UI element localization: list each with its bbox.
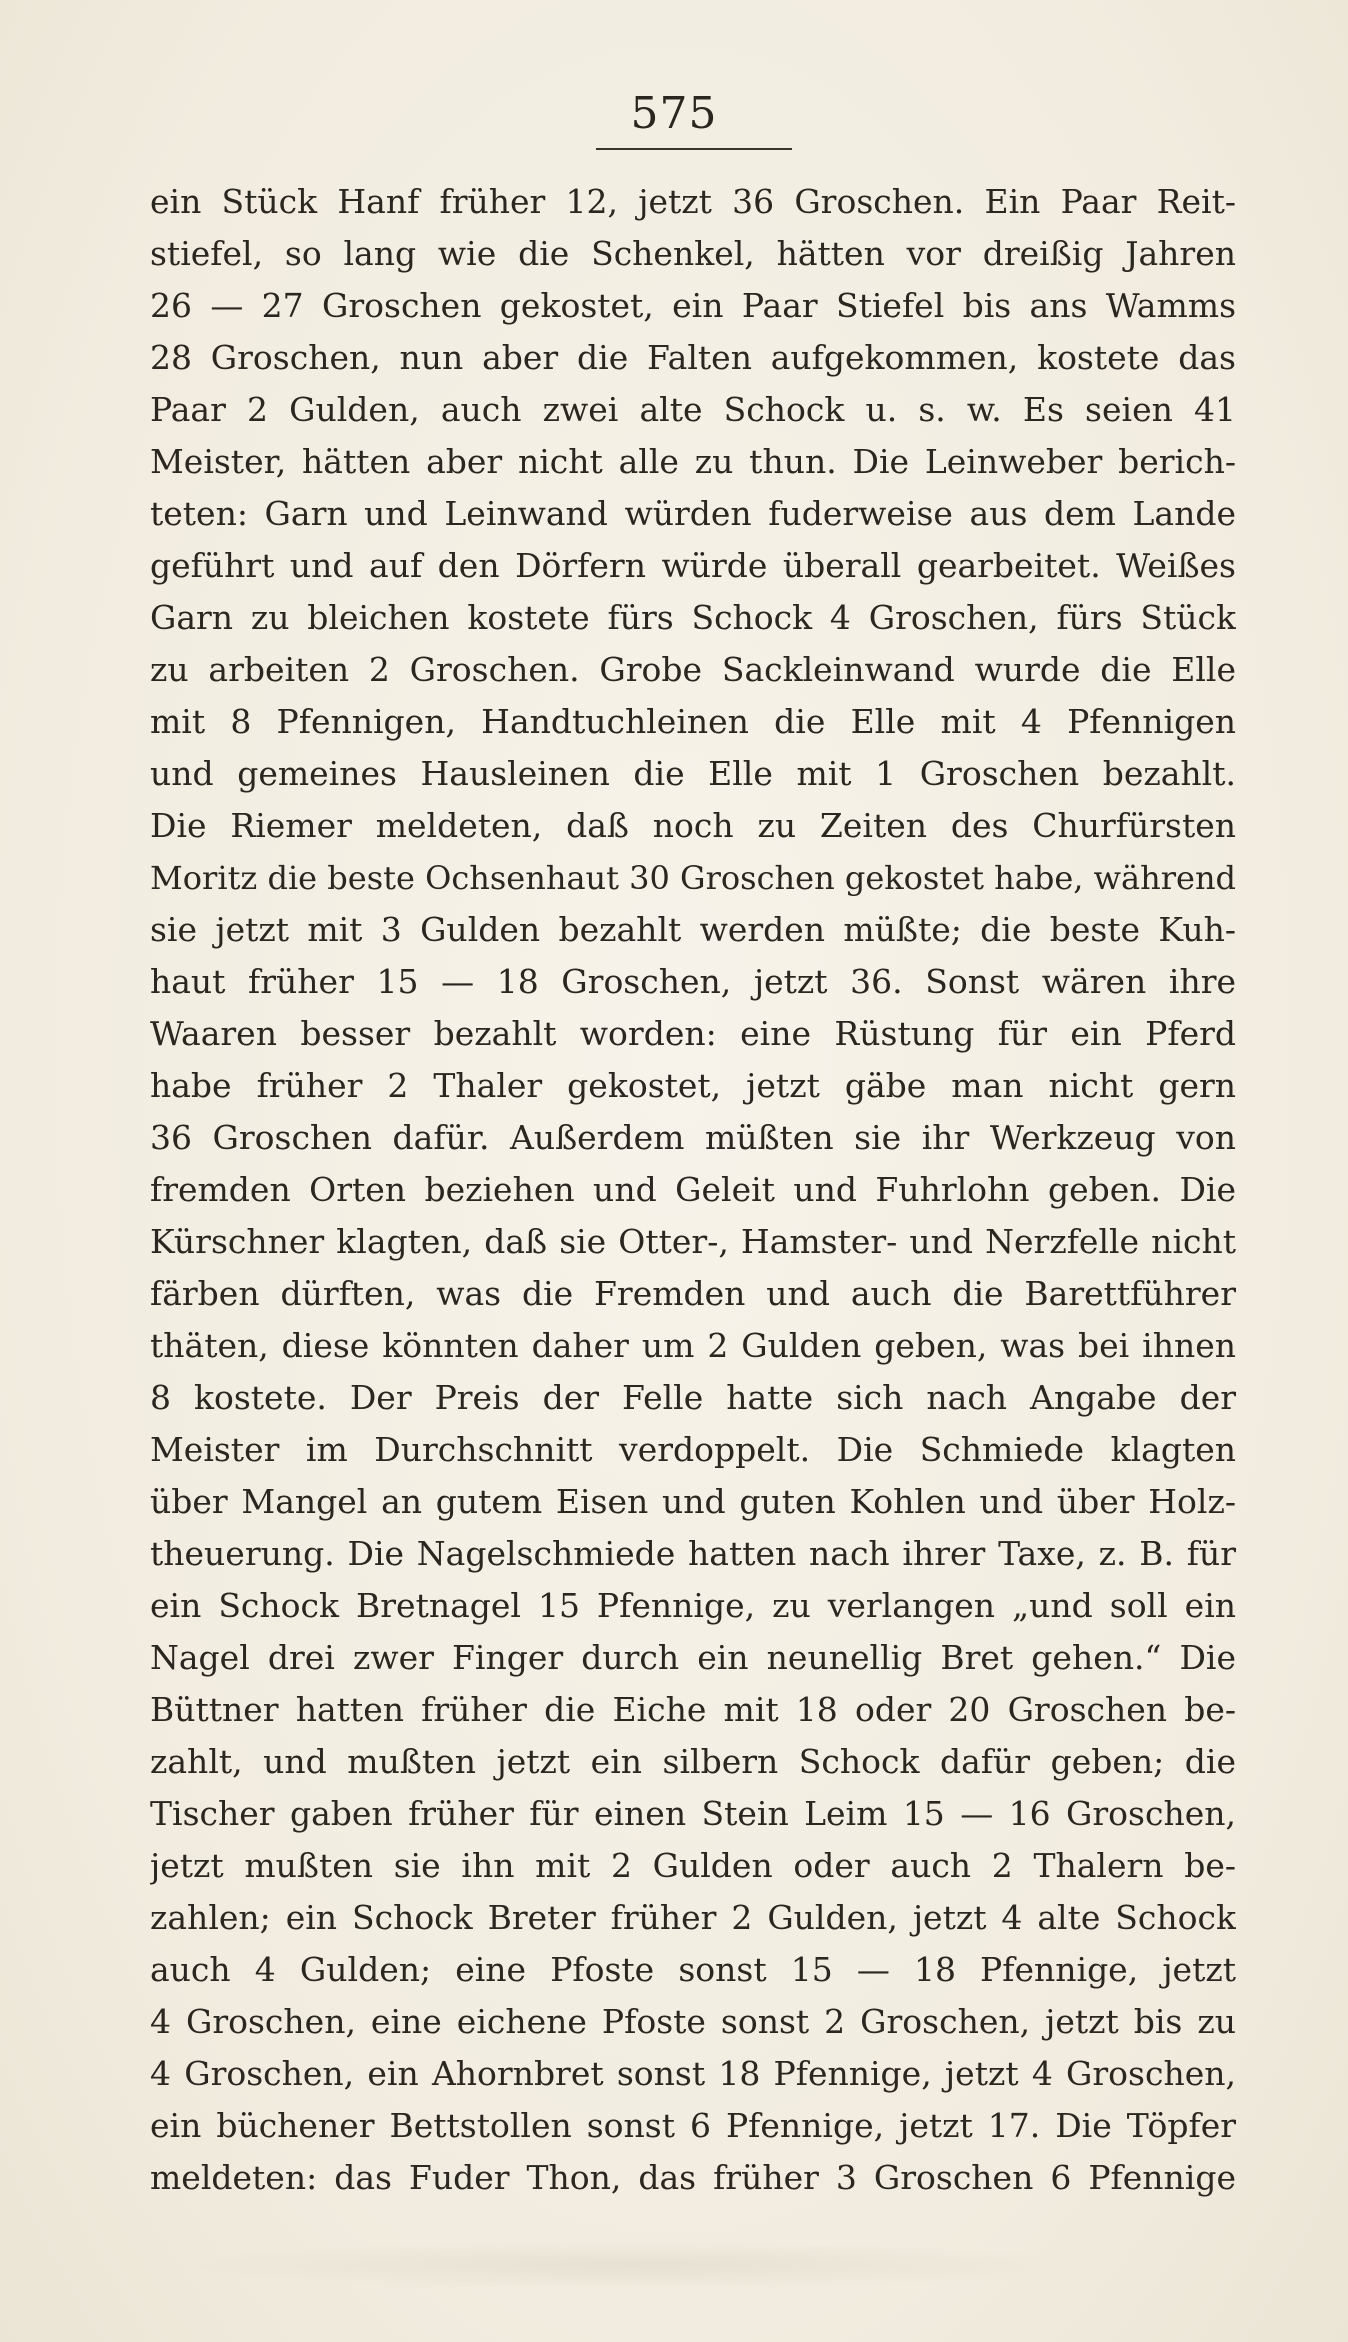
text-line: 4 Groschen, ein Ahornbret sonst 18 Pfennige, jetzt 4 Groschen, (150, 2054, 1236, 2093)
text-line: und gemeines Hausleinen die Elle mit 1 Groschen bezahlt. (150, 754, 1236, 793)
bleed-through-smudge (180, 2240, 1080, 2290)
body-text (150, 176, 1236, 2204)
text-line: jetzt mußten sie ihn mit 2 Gulden oder auch 2 Thalern be- (150, 1846, 1236, 1885)
text-line: zahlen; ein Schock Breter früher 2 Gulden, jetzt 4 alte Schock (150, 1898, 1236, 1937)
text-line: Nagel drei zwer Finger durch ein neunellig Bret gehen.“ Die (150, 1638, 1236, 1677)
text-line: sie jetzt mit 3 Gulden bezahlt werden müßte; die beste Kuh- (150, 910, 1236, 949)
text-line: zu arbeiten 2 Groschen. Grobe Sackleinwand wurde die Elle (150, 650, 1236, 689)
text-line: habe früher 2 Thaler gekostet, jetzt gäbe man nicht gern (150, 1066, 1236, 1105)
text-line: auch 4 Gulden; eine Pfoste sonst 15 — 18 Pfennige, jetzt (150, 1950, 1236, 1989)
text-line: geführt und auf den Dörfern würde überall gearbeitet. Weißes (150, 546, 1236, 585)
text-line: mit 8 Pfennigen, Handtuchleinen die Elle mit 4 Pfennigen (150, 702, 1236, 741)
text-line: 8 kostete. Der Preis der Felle hatte sich nach Angabe der (150, 1378, 1236, 1417)
text-line: Meister im Durchschnitt verdoppelt. Die Schmiede klagten (150, 1430, 1236, 1469)
text-line: Kürschner klagten, daß sie Otter-, Hamster- und Nerzfelle nicht (150, 1222, 1236, 1261)
text-line: 28 Groschen, nun aber die Falten aufgekommen, kostete das (150, 338, 1236, 377)
text-line: 26 — 27 Groschen gekostet, ein Paar Stiefel bis ans Wamms (150, 286, 1236, 325)
text-line: über Mangel an gutem Eisen und guten Kohlen und über Holz- (150, 1482, 1236, 1521)
page-number-rule (596, 148, 792, 150)
text-line: teten: Garn und Leinwand würden fuderweise aus dem Lande (150, 494, 1236, 533)
text-line: Tischer gaben früher für einen Stein Leim 15 — 16 Groschen, (150, 1794, 1236, 1833)
text-line: thäten, diese könnten daher um 2 Gulden geben, was bei ihnen (150, 1326, 1236, 1365)
text-line: fremden Orten beziehen und Geleit und Fuhrlohn geben. Die (150, 1170, 1236, 1209)
text-line: ein Stück Hanf früher 12, jetzt 36 Groschen. Ein Paar Reit- (150, 182, 1236, 221)
text-line: meldeten: das Fuder Thon, das früher 3 Groschen 6 Pfennige (150, 2158, 1236, 2197)
text-line: Meister, hätten aber nicht alle zu thun. Die Leinweber berich- (150, 442, 1236, 481)
text-line: 36 Groschen dafür. Außerdem müßten sie ihr Werkzeug von (150, 1118, 1236, 1157)
text-line: Paar 2 Gulden, auch zwei alte Schock u. s. w. Es seien 41 (150, 390, 1236, 429)
text-line: 4 Groschen, eine eichene Pfoste sonst 2 Groschen, jetzt bis zu (150, 2002, 1236, 2041)
text-line: Waaren besser bezahlt worden: eine Rüstung für ein Pferd (150, 1014, 1236, 1053)
page-number: 575 (630, 88, 718, 139)
text-line: Die Riemer meldeten, daß noch zu Zeiten des Churfürsten (150, 806, 1236, 845)
text-line: stiefel, so lang wie die Schenkel, hätten vor dreißig Jahren (150, 234, 1236, 273)
text-line: Büttner hatten früher die Eiche mit 18 oder 20 Groschen be- (150, 1690, 1236, 1729)
text-line: haut früher 15 — 18 Groschen, jetzt 36. Sonst wären ihre (150, 962, 1236, 1001)
text-line: färben dürften, was die Fremden und auch die Barettführer (150, 1274, 1236, 1313)
text-line: ein büchener Bettstollen sonst 6 Pfennige, jetzt 17. Die Töpfer (150, 2106, 1236, 2145)
text-line: theuerung. Die Nagelschmiede hatten nach ihrer Taxe, z. B. für (150, 1534, 1236, 1573)
text-line: ein Schock Bretnagel 15 Pfennige, zu verlangen „und soll ein (150, 1586, 1236, 1625)
text-line: Moritz die beste Ochsenhaut 30 Groschen gekostet habe, während (150, 859, 1236, 897)
text-line: Garn zu bleichen kostete fürs Schock 4 Groschen, fürs Stück (150, 598, 1236, 637)
text-line: zahlt, und mußten jetzt ein silbern Schock dafür geben; die (150, 1742, 1236, 1781)
